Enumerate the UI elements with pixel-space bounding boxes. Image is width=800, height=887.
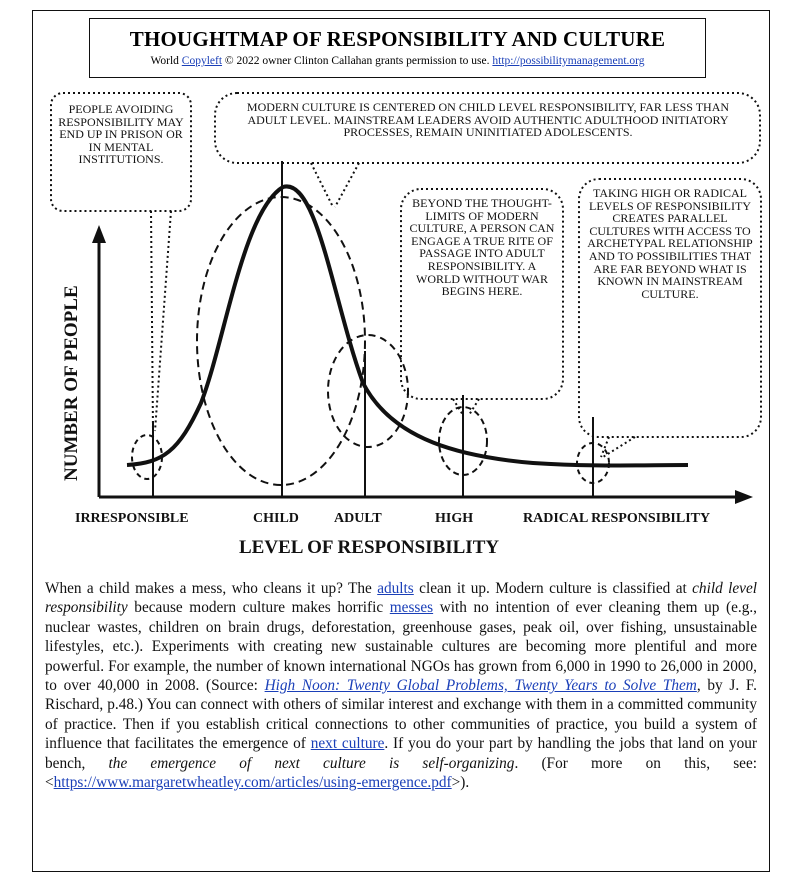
xtick-child: CHILD [253, 511, 299, 526]
subtitle-prefix: World [150, 55, 182, 67]
child-level-emphasis: child level responsibility [45, 580, 757, 617]
y-axis-label: NUMBER OF PEOPLE [61, 285, 82, 481]
bubble-prison: PEOPLE AVOIDING RESPONSIBILITY MAY END UP IN PRISON OR IN MENTAL INSTITUTIONS. [58, 102, 184, 167]
bubble-modern-tail [311, 163, 359, 207]
thoughtmap-page [32, 10, 770, 872]
wheatley-link[interactable]: https://www.margaretwheatley.com/articles/using-emergence.pdf [53, 774, 452, 792]
body-text-2: clean it up. Modern culture is classified at [413, 580, 693, 597]
xtick-adult: ADULT [334, 511, 382, 526]
x-axis-arrow [735, 490, 753, 504]
bubble-modern-culture: MODERN CULTURE IS CENTERED ON CHILD LEVEL RESPONSIBILITY, FAR LESS THAN ADULT LEVEL. MAINSTREAM LEADERS AVOID AUTHENTIC ADULTHOOD INITIATORY PROCESSES, REMAIN UNINITIATED ADOLESCENTS. [246, 100, 730, 140]
bubble-radical-tail [601, 437, 635, 457]
book-link[interactable]: High Noon: Twenty Global Problems, Twenty Years to Solve Them [264, 677, 697, 695]
site-link[interactable]: http://possibilitymanagement.org [492, 55, 645, 67]
copyleft-link[interactable]: Copyleft [181, 55, 223, 67]
xtick-irresponsible: IRRESPONSIBLE [75, 511, 189, 526]
xtick-high: HIGH [435, 511, 474, 526]
x-axis-label: LEVEL OF RESPONSIBILITY [239, 537, 500, 558]
subtitle-middle: © 2022 owner Clinton Callahan grants permission to use. [222, 55, 493, 67]
next-culture-link[interactable]: next culture [310, 735, 385, 753]
page-title: THOUGHTMAP OF RESPONSIBILITY AND CULTURE [129, 27, 666, 51]
adults-link[interactable]: adults [377, 580, 414, 597]
body-text-7: . (For more on this, see: < [45, 754, 757, 792]
bubble-beyond: BEYOND THE THOUGHT-LIMITS OF MODERN CULTURE, A PERSON CAN ENGAGE A TRUE RITE OF PASSAGE INTO ADULT RESPONSIBILITY. A WORLD WITHOUT WAR BEGINS HERE. [409, 196, 555, 299]
body-text-8: >). [451, 774, 470, 792]
bubble-radical: TAKING HIGH OR RADICAL LEVELS OF RESPONSIBILITY CREATES PARALLEL CULTURES WITH ACCESS TO ARCHETYPAL RELATIONSHIP AND TO POSSIBILITIES THAT ARE FAR BEYOND WHAT IS KNOWN IN MAINSTREAM CULTURE. [587, 186, 753, 301]
body-text-3: because modern culture makes horrific [127, 599, 390, 617]
body-text-1: When a child makes a mess, who cleans it up? The [45, 580, 378, 597]
body-text-4: with no intention of ever cleaning them up (e.g., nuclear wastes, children on brain drugs, deforestation, greenhouse gases, peak oil, over fishing, unsustainable lifestyles, etc.). Experiments with creating new sustainable cultures are becoming more plentiful and more powerful. For example, the number of known international NGOs has grown from 6,000 in 1990 to 26,000 in 2000, to over 40,000 in 2008. (Source: [45, 599, 758, 695]
body-paragraph [45, 579, 757, 792]
bubble-prison-tail [151, 211, 171, 431]
body-text-5: , by J. F. Rischard, p.48.) You can connect with others of similar interest and exchange with them in a committed community of practice. Then if you establish critical connections to other communities of practice, you build a system of influence that facilitates the emergence of [45, 677, 758, 753]
emergence-emphasis: the emergence of next culture is self-organizing [108, 754, 515, 772]
messes-link[interactable]: messes [389, 599, 434, 617]
body-text-6: . If you do your part by handling the jobs that land on your bench, [45, 735, 758, 772]
y-axis-arrow [92, 225, 106, 243]
xtick-radical: RADICAL RESPONSIBILITY [523, 511, 711, 526]
